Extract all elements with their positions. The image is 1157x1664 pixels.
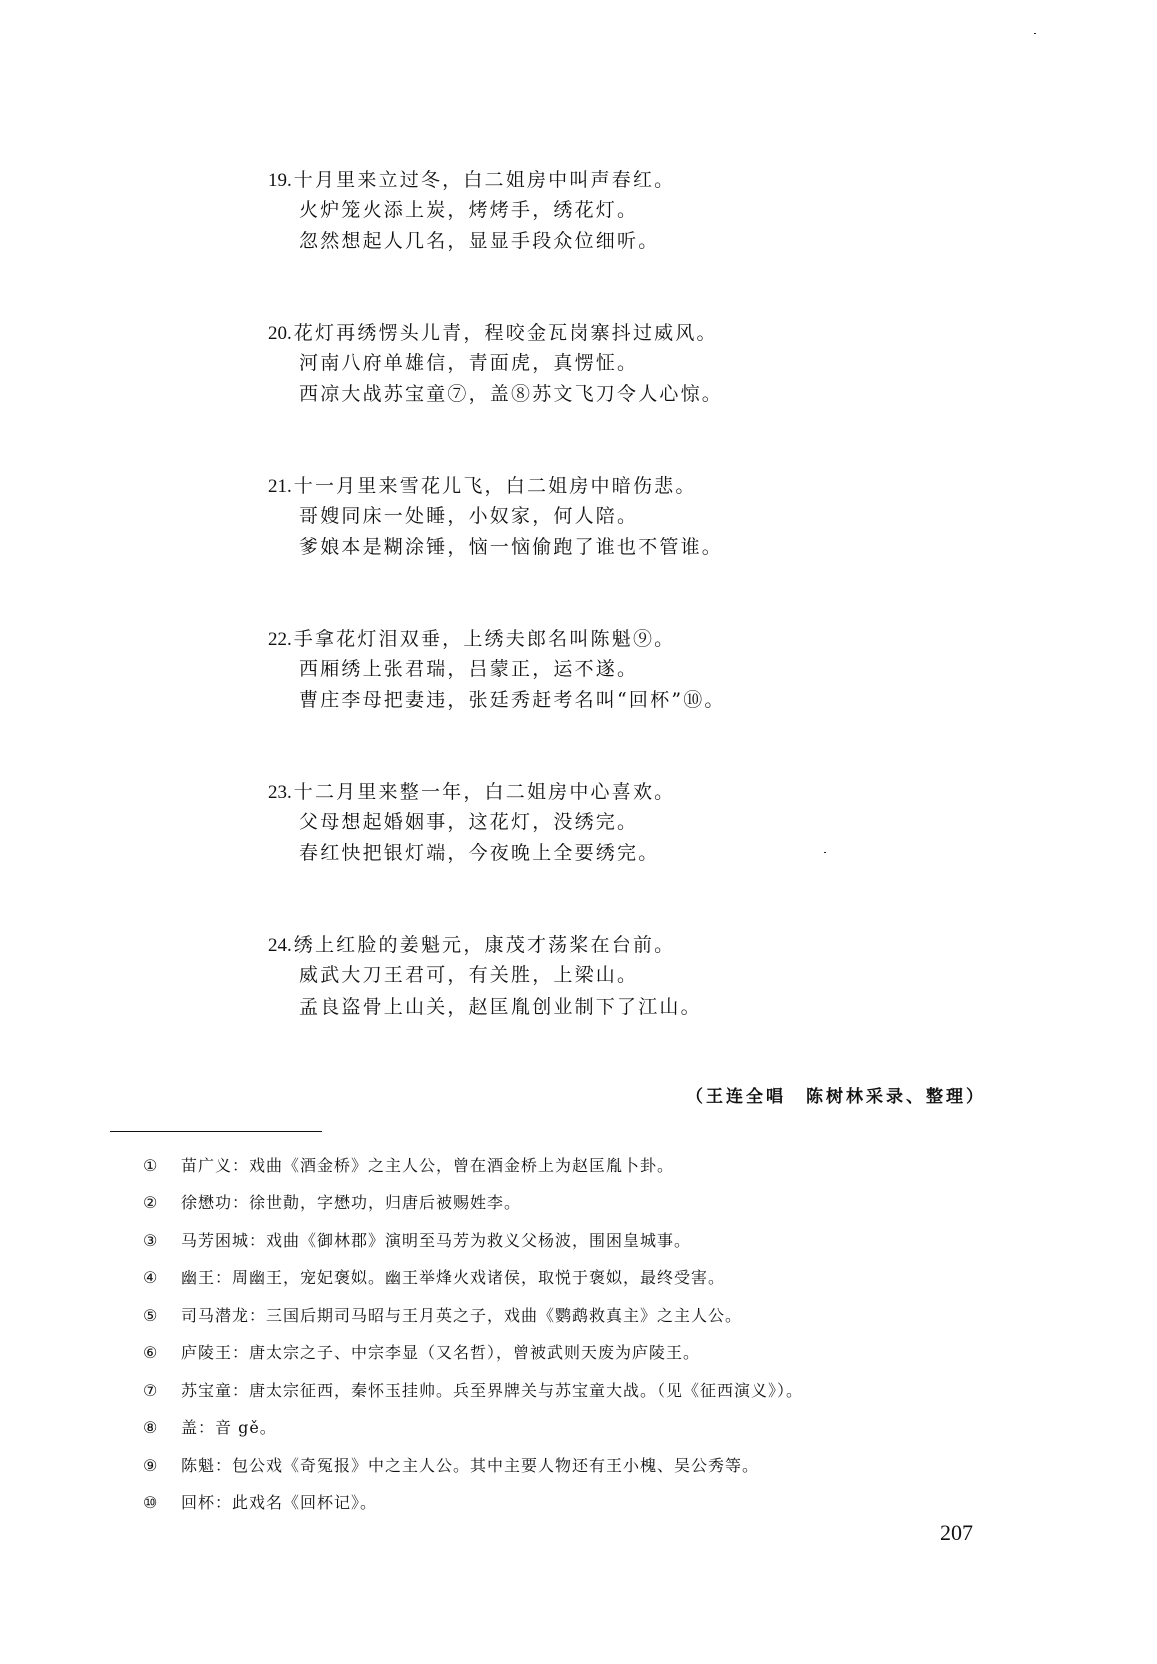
- verse-line: 哥嫂同床一处睡，小奴家，何人陪。: [299, 505, 639, 527]
- footnote-6: [143, 1343, 700, 1363]
- footnote-text: 马芳困城：戏曲《御林郡》演明至马芳为救义父杨波，围困皇城事。: [181, 1231, 692, 1250]
- verse-line: 西厢绣上张君瑞，吕蒙正，运不遂。: [299, 658, 639, 680]
- footnote-10: [143, 1493, 377, 1513]
- verse-line: 孟良盗骨上山关，赵匡胤创业制下了江山。: [299, 996, 702, 1018]
- verse-line: [268, 321, 718, 346]
- stanza-number: 20.: [268, 323, 292, 344]
- verse-line: 春红快把银灯端，今夜晚上全要绣完。: [299, 842, 660, 864]
- verse-line: 爹娘本是糊涂锤，恼一恼偷跑了谁也不管谁。: [299, 536, 724, 558]
- footnote-divider: [110, 1131, 322, 1132]
- stanza-number: 21.: [268, 476, 292, 497]
- verse-text: 绣上红脸的姜魁元，康茂才荡桨在台前。: [293, 934, 676, 956]
- footnote-text: 回杯：此戏名《回杯记》。: [181, 1493, 378, 1512]
- footnote-text: 庐陵王：唐太宗之子、中宗李显（又名哲），曾被武则天废为庐陵王。: [181, 1343, 701, 1362]
- verse-text: 十二月里来整一年，白二姐房中心喜欢。: [293, 781, 676, 803]
- verse-line: 父母想起婚姻事，这花灯，没绣完。: [299, 811, 639, 833]
- verse-line: 忽然想起人几名，显显手段众位细听。: [299, 230, 660, 252]
- footnote-mark: ⑦: [143, 1381, 159, 1400]
- verse-line: [268, 168, 675, 193]
- footnote-3: [143, 1231, 691, 1251]
- verse-line: 火炉笼火添上炭，烤烤手，绣花灯。: [299, 199, 639, 221]
- verse-line: 河南八府单雄信，青面虎，真愣怔。: [299, 352, 639, 374]
- verse-line: 西凉大战苏宝童⑦，盖⑧苏文飞刀令人心惊。: [299, 383, 724, 405]
- footnote-text: 司马潜龙：三国后期司马昭与王月英之子，戏曲《鹦鹉救真主》之主人公。: [181, 1306, 743, 1325]
- stanza-number: 24.: [268, 935, 292, 956]
- footnote-7: [143, 1381, 803, 1401]
- verse-text: 手拿花灯泪双垂，上绣夫郎名叫陈魁⑨。: [293, 628, 676, 650]
- footnote-mark: ④: [143, 1268, 159, 1287]
- verse-line: [268, 627, 675, 652]
- footnote-mark: ⑨: [143, 1456, 159, 1475]
- page-number: 207: [940, 1520, 973, 1545]
- verse-text: 花灯再绣愣头儿青，程咬金瓦岗寨抖过威风。: [293, 322, 718, 344]
- scan-speck: [824, 852, 826, 853]
- stanza-number: 23.: [268, 782, 292, 803]
- footnote-text: 盖：音 gě。: [181, 1418, 277, 1437]
- verse-text: 十月里来立过冬，白二姐房中叫声春红。: [293, 169, 676, 191]
- footnote-mark: ⑧: [143, 1418, 159, 1437]
- footnote-9: [143, 1456, 759, 1476]
- performer-credit: （王连全唱 陈树林采录、整理）: [686, 1087, 986, 1107]
- footnote-2: [143, 1193, 521, 1213]
- footnote-text: 徐懋功：徐世勣，字懋功，归唐后被赐姓李。: [181, 1193, 522, 1212]
- footnote-mark: ②: [143, 1193, 159, 1212]
- footnote-mark: ⑤: [143, 1306, 159, 1325]
- footnote-5: [143, 1306, 742, 1326]
- footnote-8: [143, 1418, 277, 1438]
- verse-line: [268, 933, 675, 958]
- footnote-4: [143, 1268, 725, 1288]
- verse-line: [268, 780, 675, 805]
- verse-text: 十一月里来雪花儿飞，白二姐房中暗伤悲。: [293, 475, 697, 497]
- footnote-text: 苗广义：戏曲《酒金桥》之主人公，曾在酒金桥上为赵匡胤卜卦。: [181, 1156, 675, 1175]
- footnote-mark: ⑩: [143, 1493, 159, 1512]
- stanza-number: 22.: [268, 629, 292, 650]
- verse-line: 威武大刀王君可，有关胜，上梁山。: [299, 964, 639, 986]
- footnote-mark: ①: [143, 1156, 159, 1175]
- footnote-1: [143, 1156, 674, 1176]
- verse-line: [268, 474, 697, 499]
- footnote-text: 幽王：周幽王，宠妃褒姒。幽王举烽火戏诸侯，取悦于褒姒，最终受害。: [181, 1268, 726, 1287]
- stanza-number: 19.: [268, 170, 292, 191]
- footnote-mark: ⑥: [143, 1343, 159, 1362]
- footnote-mark: ③: [143, 1231, 159, 1250]
- footnote-text: 陈魁：包公戏《奇冤报》中之主人公。其中主要人物还有王小槐、吴公秀等。: [181, 1456, 760, 1475]
- footnote-text: 苏宝童：唐太宗征西，秦怀玉挂帅。兵至界牌关与苏宝童大战。（见《征西演义》）。: [181, 1381, 804, 1400]
- verse-line: 曹庄李母把妻违，张廷秀赶考名叫“回杯”⑩。: [299, 689, 726, 711]
- scan-speck: [1034, 33, 1036, 34]
